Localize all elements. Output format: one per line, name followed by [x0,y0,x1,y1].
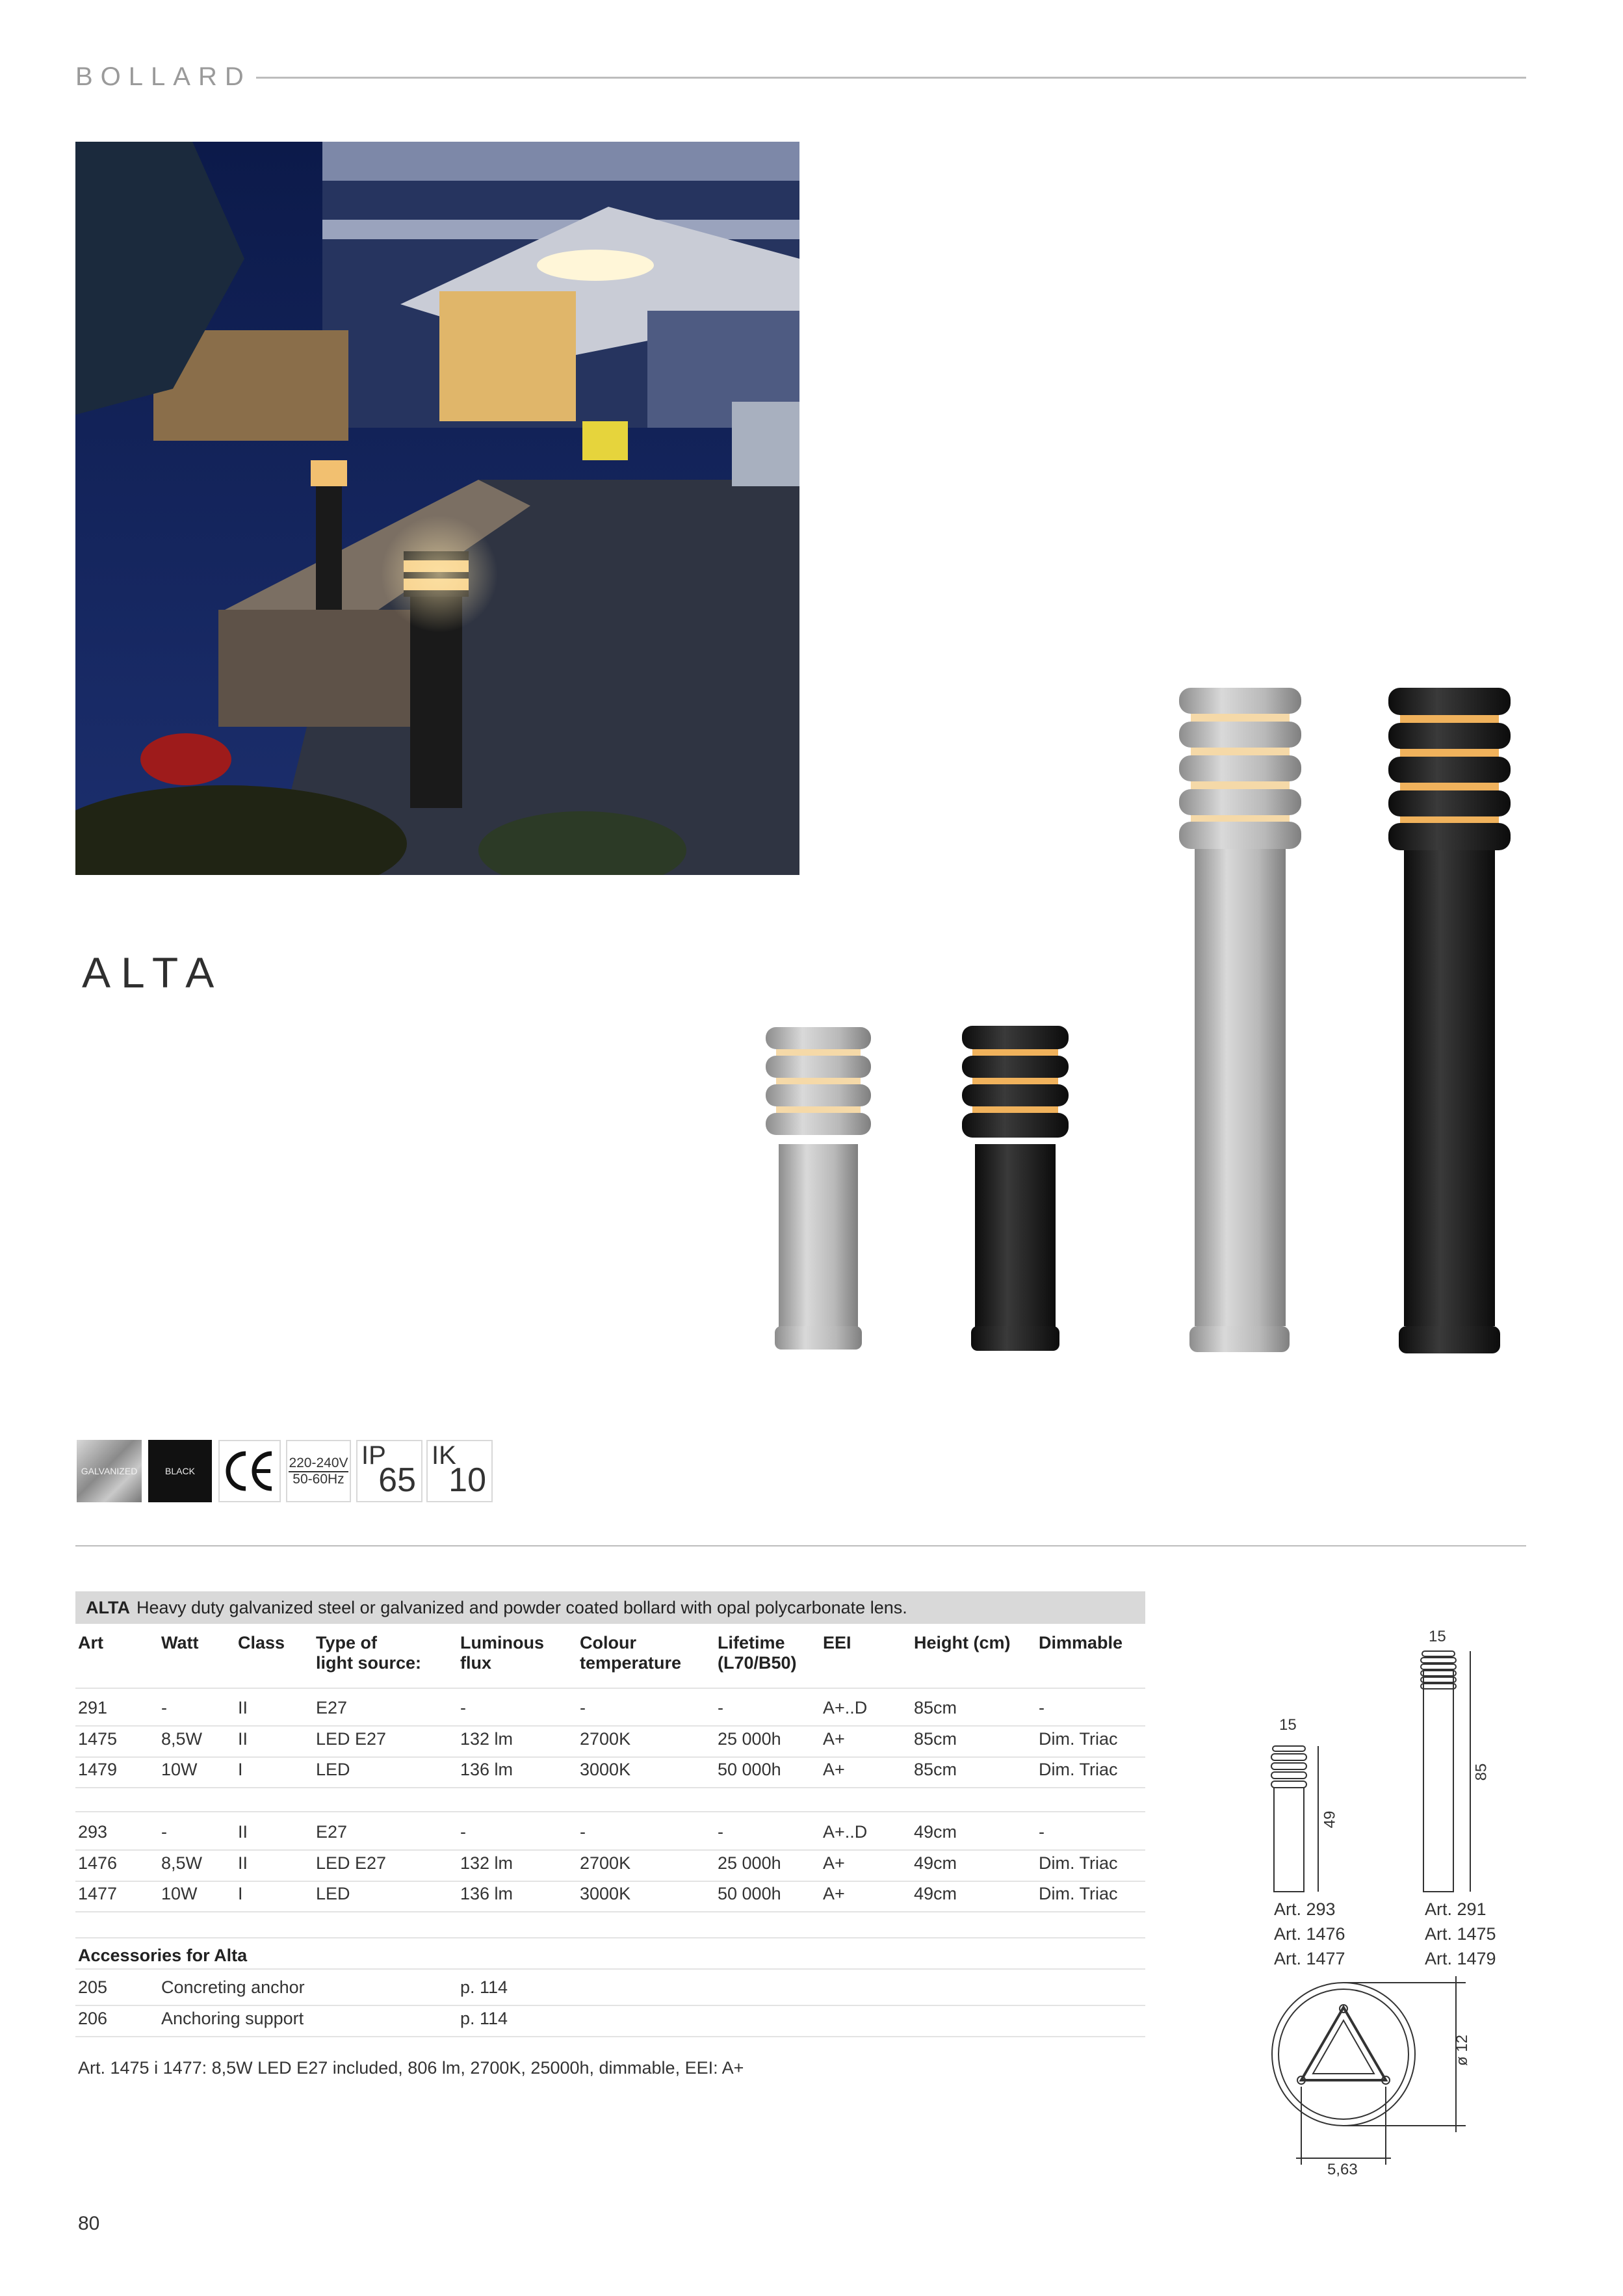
table-row-divider [75,1787,1145,1788]
accessory-page: p. 114 [460,1977,508,1997]
cell-class: II [238,1729,248,1749]
cell-type: LED E27 [316,1853,387,1873]
cell-lifetime: - [718,1698,723,1717]
cell-dimmable: Dim. Triac [1039,1853,1118,1873]
cell-watt: 8,5W [161,1853,203,1873]
cell-colour: - [580,1822,586,1842]
cell-art: 1476 [78,1853,118,1873]
header-colour: Colour temperature [580,1633,682,1673]
table-row-divider [75,1849,1145,1851]
ip-rating-badge [356,1440,422,1502]
page-number: 80 [78,2213,100,2234]
cell-type: LED E27 [316,1729,387,1749]
cell-lifetime: - [718,1822,723,1842]
tall-height-dim: 85 [1472,1763,1490,1781]
cell-dimmable: Dim. Triac [1039,1729,1118,1749]
cell-lifetime: 25 000h [718,1729,781,1749]
frequency-text: 50-60Hz [292,1471,344,1487]
accessory-name: Anchoring support [161,2009,304,2028]
voltage-badge [286,1440,351,1502]
spec-description: Heavy duty galvanized steel or galvanized and powder coated bollard with opal polycarbonate lens. [136,1598,907,1617]
cell-dimmable: Dim. Triac [1039,1884,1118,1903]
accessories-title: Accessories for Alta [78,1946,248,1965]
header-art: Art [78,1633,103,1652]
ip-label: IP [361,1441,386,1470]
cell-type: E27 [316,1822,348,1842]
cell-flux: 132 lm [460,1729,513,1749]
accessories-row-divider [75,2005,1145,2006]
tall-galvanized-bollard [1179,688,1301,1352]
cell-height: 85cm [914,1760,957,1779]
spec-title: ALTA [86,1598,130,1617]
section-label: BOLLARD [75,62,252,91]
cell-height: 49cm [914,1853,957,1873]
cell-dimmable: Dim. Triac [1039,1760,1118,1779]
cell-lifetime: 50 000h [718,1760,781,1779]
cell-colour: 3000K [580,1760,631,1779]
cell-flux: - [460,1698,466,1717]
header-dimmable: Dimmable [1039,1633,1123,1652]
cell-type: LED [316,1884,350,1903]
cell-dimmable: - [1039,1822,1045,1842]
cell-art: 291 [78,1698,108,1717]
tall-black-bollard [1388,688,1511,1353]
cell-eei: A+..D [823,1698,868,1717]
cell-eei: A+ [823,1729,845,1749]
cell-type: LED [316,1760,350,1779]
cell-class: II [238,1698,248,1717]
short-height-dim: 49 [1321,1810,1339,1829]
short-galvanized-bollard [766,1027,871,1350]
cell-flux: 136 lm [460,1884,513,1903]
voltage-text: 220-240V [289,1456,348,1472]
ik-value: 10 [448,1461,486,1499]
cell-class: II [238,1822,248,1842]
cell-watt: 8,5W [161,1729,203,1749]
cell-colour: 2700K [580,1729,631,1749]
cell-flux: 132 lm [460,1853,513,1873]
cell-art: 293 [78,1822,108,1842]
header-eei: EEI [823,1633,851,1652]
tall-art-labels: Art. 291 Art. 1475 Art. 1479 [1425,1899,1496,1968]
black-finish-swatch: BLACK [148,1440,212,1502]
cell-art: 1475 [78,1729,118,1749]
cell-eei: A+..D [823,1822,868,1842]
cell-watt: 10W [161,1884,198,1903]
header-class: Class [238,1633,285,1652]
tall-width-dim: 15 [1429,1628,1446,1645]
cell-art: 1479 [78,1760,118,1779]
table-group-divider [75,1811,1145,1812]
cell-lifetime: 50 000h [718,1884,781,1903]
accessories-row-divider [75,2036,1145,2037]
base-offset-dim: 5,63 [1327,2161,1358,2178]
cell-eei: A+ [823,1853,845,1873]
table-divider [75,1688,1145,1689]
header-divider [256,77,1526,79]
cell-colour: 3000K [580,1884,631,1903]
accessories-divider [75,1937,1145,1938]
cell-type: E27 [316,1698,348,1717]
ce-mark-icon [218,1440,281,1502]
table-row-divider [75,1756,1145,1758]
cell-height: 49cm [914,1884,957,1903]
cell-eei: A+ [823,1760,845,1779]
cell-height: 85cm [914,1729,957,1749]
accessory-art: 205 [78,1977,108,1997]
table-row-divider [75,1725,1145,1727]
cell-class: II [238,1853,248,1873]
cell-watt: 10W [161,1760,198,1779]
cell-colour: - [580,1698,586,1717]
ik-label: IK [432,1441,456,1470]
base-diameter-dim: ø 12 [1453,2034,1472,2067]
product-variants-image [728,676,1540,1404]
cell-lifetime: 25 000h [718,1853,781,1873]
dimension-drawings [1235,1625,1534,2184]
cell-flux: - [460,1822,466,1842]
short-art-labels: Art. 293 Art. 1476 Art. 1477 [1274,1899,1345,1968]
cell-height: 85cm [914,1698,957,1717]
cell-watt: - [161,1698,167,1717]
header-flux: Luminous flux [460,1633,544,1673]
cell-dimmable: - [1039,1698,1045,1717]
header-type: Type of light source: [316,1633,422,1673]
section-divider [75,1545,1526,1546]
product-title: ALTA [82,948,225,997]
cell-eei: A+ [823,1884,845,1903]
footnote: Art. 1475 i 1477: 8,5W LED E27 included, 806 lm, 2700K, 25000h, dimmable, EEI: A+ [78,2058,744,2078]
cell-class: I [238,1884,243,1903]
short-width-dim: 15 [1279,1716,1297,1734]
short-black-bollard [962,1026,1069,1351]
galvanized-finish-swatch: GALVANIZED [77,1440,142,1502]
cell-colour: 2700K [580,1853,631,1873]
cell-height: 49cm [914,1822,957,1842]
ip-value: 65 [378,1461,416,1499]
spec-description-bar [75,1591,1145,1624]
table-row-divider [75,1881,1145,1882]
accessory-name: Concreting anchor [161,1977,305,1997]
cell-art: 1477 [78,1884,118,1903]
cell-flux: 136 lm [460,1760,513,1779]
table-row-divider [75,1911,1145,1912]
header-lifetime: Lifetime (L70/B50) [718,1633,797,1673]
accessory-page: p. 114 [460,2009,508,2028]
header-watt: Watt [161,1633,199,1652]
product-photo [75,142,799,875]
cell-class: I [238,1760,243,1779]
ik-rating-badge [426,1440,493,1502]
cell-watt: - [161,1822,167,1842]
accessory-art: 206 [78,2009,108,2028]
accessories-row-divider [75,1968,1145,1970]
header-height: Height (cm) [914,1633,1011,1652]
